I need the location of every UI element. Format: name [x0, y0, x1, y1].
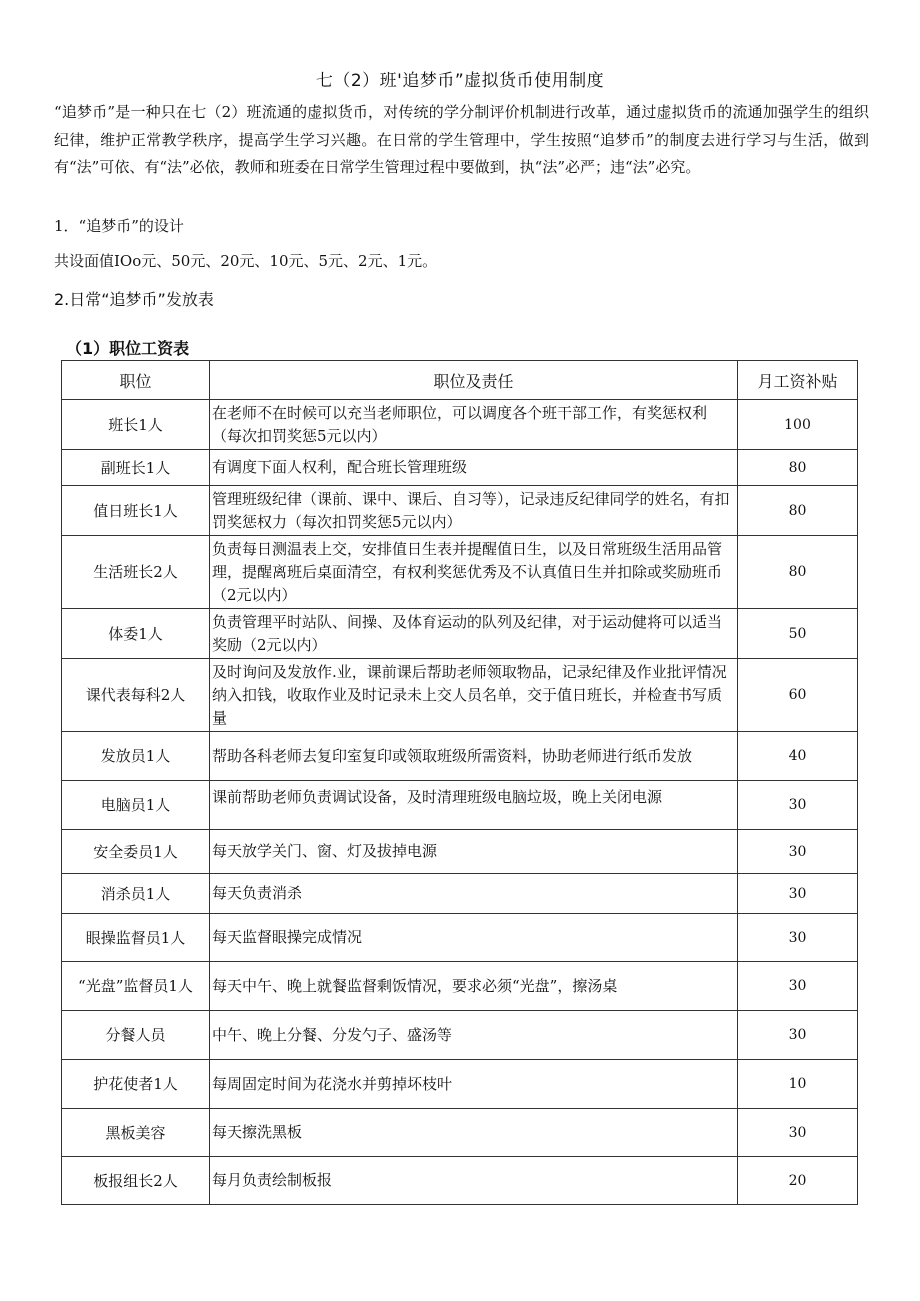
duty-cell: 及时询问及发放作.业，课前课后帮助老师领取物品，记录纪律及作业批评情况纳入扣钱，收取作业及时记录未上交人员名单，交于值日班长，并检查书写质量 — [210, 659, 738, 732]
position-cell: 眼操监督员1人 — [62, 914, 210, 962]
salary-cell: 80 — [738, 450, 858, 486]
duty-cell: 每天监督眼操完成情况 — [210, 914, 738, 962]
position-cell: “光盘”监督员1人 — [62, 962, 210, 1011]
salary-cell: 30 — [738, 1109, 858, 1157]
salary-cell: 100 — [738, 400, 858, 450]
salary-cell: 80 — [738, 486, 858, 536]
duty-cell: 每周固定时间为花浇水并剪掉坏枝叶 — [210, 1060, 738, 1109]
salary-cell: 30 — [738, 914, 858, 962]
page-title: 七（2）班'追梦币”虚拟货币使用制度 — [315, 71, 605, 91]
table-row — [62, 486, 858, 536]
table-row — [62, 830, 858, 874]
salary-cell: 30 — [738, 874, 858, 914]
salary-cell: 40 — [738, 732, 858, 781]
position-cell: 护花使者1人 — [62, 1060, 210, 1109]
position-cell: 体委1人 — [62, 609, 210, 659]
duty-cell: 每天负责消杀 — [210, 874, 738, 914]
table-row — [62, 1109, 858, 1157]
table-row — [62, 732, 858, 781]
duty-cell: 中午、晚上分餐、分发勺子、盛汤等 — [210, 1011, 738, 1060]
header-salary: 月工资补贴 — [738, 361, 858, 400]
table-row — [62, 400, 858, 450]
duty-cell: 负责管理平时站队、间操、及体育运动的队列及纪律，对于运动健将可以适当奖励（2元以内） — [210, 609, 738, 659]
denominations-text: 共设面值IOo元、50元、20元、10元、5元、2元、1元。 — [54, 252, 438, 270]
salary-cell: 50 — [738, 609, 858, 659]
position-cell: 安全委员1人 — [62, 830, 210, 874]
salary-cell: 10 — [738, 1060, 858, 1109]
table-row — [62, 962, 858, 1011]
salary-cell: 20 — [738, 1157, 858, 1205]
section-1-heading: 1．“追梦币”的设计 — [54, 217, 184, 235]
duty-cell: 每天放学关门、窗、灯及拔掉电源 — [210, 830, 738, 874]
position-cell: 值日班长1人 — [62, 486, 210, 536]
table-row — [62, 874, 858, 914]
header-position: 职位 — [62, 361, 210, 400]
position-cell: 黑板美容 — [62, 1109, 210, 1157]
section-2-heading: 2.日常“追梦币”发放表 — [54, 290, 214, 309]
position-cell: 板报组长2人 — [62, 1157, 210, 1205]
salary-cell: 30 — [738, 1011, 858, 1060]
duty-cell: 每月负责绘制板报 — [210, 1157, 738, 1205]
duty-cell: 管理班级纪律（课前、课中、课后、自习等），记录违反纪律同学的姓名，有扣罚奖惩权力（每次扣罚奖惩5元以内） — [210, 486, 738, 536]
duty-cell: 每天擦洗黑板 — [210, 1109, 738, 1157]
table-row — [62, 914, 858, 962]
position-cell: 发放员1人 — [62, 732, 210, 781]
duty-cell: 帮助各科老师去复印室复印或领取班级所需资料，协助老师进行纸币发放 — [210, 732, 738, 781]
salary-table-caption: （1）职位工资表 — [66, 339, 190, 358]
position-cell: 班长1人 — [62, 400, 210, 450]
duty-cell: 在老师不在时候可以充当老师职位，可以调度各个班干部工作，有奖惩权利（每次扣罚奖惩5元以内） — [210, 400, 738, 450]
position-cell: 电脑员1人 — [62, 781, 210, 830]
salary-cell: 30 — [738, 962, 858, 1011]
position-cell: 副班长1人 — [62, 450, 210, 486]
table-row — [62, 1157, 858, 1205]
duty-cell: 每天中午、晚上就餐监督剩饭情况，要求必须“光盘”，擦汤桌 — [210, 962, 738, 1011]
table-row — [62, 609, 858, 659]
salary-cell: 30 — [738, 830, 858, 874]
duty-cell: 负责每日测温表上交，安排值日生表并提醒值日生，以及日常班级生活用品管理，提醒离班后桌面清空，有权利奖惩优秀及不认真值日生并扣除或奖励班币（2元以内） — [210, 536, 738, 609]
position-cell: 课代表每科2人 — [62, 659, 210, 732]
salary-table — [61, 360, 858, 1205]
intro-paragraph: “追梦币”是一种只在七（2）班流通的虚拟货币，对传统的学分制评价机制进行改革，通过虚拟货币的流通加强学生的组织纪律，维护正常教学秩序，提高学生学习兴趣。在日常的学生管理中，学生按照“追梦币”的制度去进行学习与生活，做到有“法”可依、有“法”必依，教师和班委在日常学生管理过程中要做到，执“法”必严；违“法”必究。 — [54, 103, 869, 176]
salary-cell: 30 — [738, 781, 858, 830]
table-row — [62, 1060, 858, 1109]
table-row — [62, 536, 858, 609]
duty-cell: 有调度下面人权利，配合班长管理班级 — [210, 450, 738, 486]
position-cell: 分餐人员 — [62, 1011, 210, 1060]
table-row — [62, 781, 858, 830]
salary-cell: 60 — [738, 659, 858, 732]
position-cell: 生活班长2人 — [62, 536, 210, 609]
salary-cell: 80 — [738, 536, 858, 609]
table-row — [62, 450, 858, 486]
duty-cell: 课前帮助老师负责调试设备，及时清理班级电脑垃圾，晚上关闭电源 — [210, 781, 738, 830]
header-duty: 职位及责任 — [210, 361, 738, 400]
table-row — [62, 1011, 858, 1060]
table-header-row — [62, 361, 858, 400]
table-row — [62, 659, 858, 732]
position-cell: 消杀员1人 — [62, 874, 210, 914]
